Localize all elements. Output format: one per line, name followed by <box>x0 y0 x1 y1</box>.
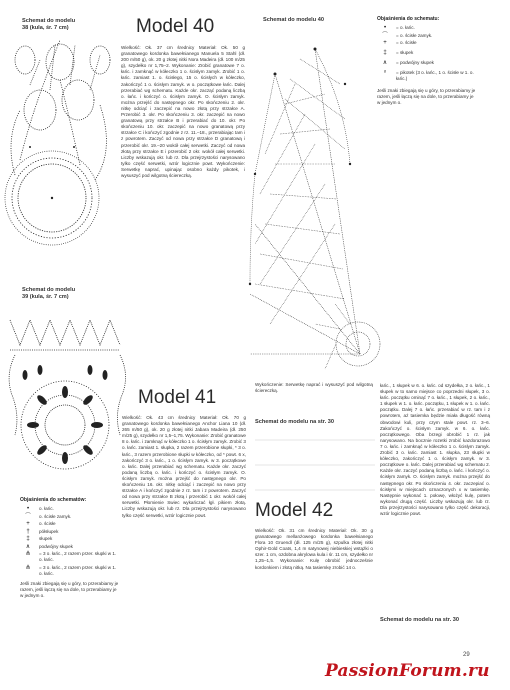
diagram-model-39 <box>0 300 135 495</box>
diagram-model-42 <box>255 430 375 500</box>
legend-item: ⋔ = 3 o. łańc., 2 razem przer. słupki w 1. o. łańc. <box>20 565 120 577</box>
watermark-brand: PassionForum.ru <box>325 661 490 681</box>
right-legend-title: Objaśnienia do schematu: <box>377 16 440 22</box>
model42-title: Model 42 <box>255 500 334 521</box>
diagram-model-40 <box>245 24 375 384</box>
model40-text: Wielkość: Ok. 37 cm średnicy Materiał: Ok. 50 g granatowego kordonka bawełnianego Manuela 5 Stahl (dł. 200 m/50 g), ok. 20 g złotej nitki Nora Madeira (dł. 100 m/25 g), szydełko nr 1,75–2. Wykonanie: Zrobić granatowe 7 o. łańc. i zamknąć w kółeczko 1 o. ścisłym zamyk. Zrobić 1 o. łańc. zamiast 1. o. ścisłego, 15 o. ścisłych w kółeczko, zakończyć 1 o. ścisłym zamyk. w o. początkowe łańc. Dalej przerabiać wg schematu. Każde okr. zacząć podaną liczbą o. łańc. i kończyć o. ścisłym zamyk. O. ścisłym zamyk. można przejść do następnego okr. Po skończeniu 2. okr. nitkę odciąć i zaczepić na nowo złotą przy strzałce A. Przerobić 3. okr. Po skończeniu 3. okr. zaczepić na nowo granatową przy strzałce B i przerabiać do 10. okr. Po skończeniu 10. okr. zaczepić na nowo granatową przy strzałce C i kończyć zgodnie z rz. 11.–18., przerabiając tam i z powrotem. Zaczyć od nowa przy strzałce D granatową i przerobić okr. 19.–20 wokół całej serwetki. Zaczyć od nowa złotą przy strzałce E i przerobić 2 okr. wokół całej serwetki. Liczby wskazują okr. lub rz. Dla przejrzystości narysowano tylko część serwetki, wzór logicznie powt. Wykończenie: Serwetkę naprać, upinając osobno każdy pikotek, i wysuszyć pod wilgotną ściereczką. <box>121 45 245 178</box>
legend-item: ⌒ o. ścisłe zamyk. <box>20 514 120 520</box>
schemat38-label: Schemat do modelu 38 (kula, śr. 7 cm) <box>22 18 76 31</box>
legend-item: ∧ podwójny słupek <box>20 544 120 550</box>
right-legend <box>377 16 477 106</box>
chain-stitch-icon: • <box>383 25 387 32</box>
left-legend <box>20 497 120 599</box>
double-crochet-icon: ‡ <box>26 536 30 543</box>
legend-item: + = o. ścisłe <box>377 40 477 46</box>
model41-title: Model 41 <box>138 387 217 408</box>
legend-item: ‡ słupek <box>20 536 120 542</box>
left-legend-title: Objaśnienia do schematów: <box>20 497 87 503</box>
slip-stitch-icon: ⌒ <box>381 32 388 39</box>
legend-item: ⋔ = 3 o. łańc., 2 razem przer. słupki w 1. o. łańc. <box>20 551 120 563</box>
schemat30-label-middle: Schemat do modelu na str. 30 <box>255 419 334 425</box>
wykonczenie-tail: Wykończenie: Serwetkę naprać i wysuszyć pod wilgotną ściereczką. <box>255 382 373 394</box>
col4-text: łańc., 1 słupek w 6. o. łańc. od szydełka, 2 o. łańc., 1 słupek w to samo miejsce co poprzedni słupek, 3 o. łańc. początku ominąć 7 o. łańc., 1 słupek, 2 o. łańc., 1 słupek w 1. o. łańc. początku, 1 słupek w 1. o. łańc. początku. Dalej 7 o. łańc. przerabiać w rz. tam i z powrotem, aż tasiemka będzie miała długość równą obwodowi kuli, przy czym stale powt. rz. 3–6. Zakończyć o. ścisłym zamyk. w 6. o. łańc. początkowego. Oba brzegi obrobić 1 rz. jak narysowano. Na bocznie rozetki zrobić kazdorazowo 7 o. łańc. i zamknąć w kółeczko 1 o. ścisłym zamyk. Zrobić 3 o. łańc. zamiast 1. słupka, 23 słupki w kółeczko, zakończyć 1 o. ścisłym zamyk. w 3. początkowe o. łańc. Dalej przerabiać wg schematu 2. Każde okr. zaczyć podaną liczbą o. łańc. i kończyć o. ścisłym zamyk. O. ścisłym zamyk. można przejść do następnego okr. Po skończeniu 4. okr. zaczepiać o. ścisłymi w miejscach oznaczonych x w tasiemkę. Następnie wykonać 1. połowę, włożyć kulę, potem wykonać drugą część. Liczby wskazują okr. lub rz. Dla przejrzystości narysowano tylko część dekoracji, wzór logicznie powt. <box>380 383 490 516</box>
cluster-icon: ⋔ <box>25 551 31 558</box>
chain-stitch-icon: • <box>26 506 30 513</box>
treble-crochet-icon: ∧ <box>382 60 388 67</box>
model41-text: Wielkość: Ok. 43 cm średnicy Materiał: Ok. 70 g granatowego kordonka bawełnianego Anchor Liana 10 (dł. 265 m/50 g), ok. 20 g złotej nitki Jabara Madeira (dł. 250 m/25 g), szydełko nr 1,5–1,75. Wykonanie: Zrobić granatowe 8 o. łańc. i zamknąć w kółeczko 1 o. ścisłym zamyk. Zrobić 3 o. łańc. zamiast 1. słupka, 2 razem przerobione słupki, * 3 o. łańc., 3 razem przerobione słupki w kółeczko, od * powt. 6 x, zakończyć 3 o. łańc., 1 o. ścisłym zamyk. w 3. początkowe o. łańc. Dalej przerabiać wg schematu. Każde okr. zaczyć podaną liczbą o. łańc. i kończyć o. ścisłym zamyk. O. ścisłym zamyk. można przejść do następnego okr. Po skończeniu 16. okr. nitkę odciąć i zaczepić na nowo przy strzałce A i kończyć zgodnie z rz. tam i z powrotem. Zaczyć od nowa przy strzałce B złotą i przerobić 1 okr. wokół całej serwetki. Płomienie Swiec wykańczać łgł. pikiem złotą. Liczby wskazują okr. lub rz. Dla przejrzystości narysowano tylko część serwetki, wzór logicznie powt. <box>122 415 246 518</box>
legend-item: • = o. łańc. <box>377 25 477 31</box>
schemat30-label-right: Schemat do modelu na str. 30 <box>380 617 459 623</box>
legend-item: ∧ = podwójny słupek <box>377 60 477 66</box>
legend-item: • o. łańc. <box>20 506 120 512</box>
half-double-icon: † <box>26 528 30 535</box>
slip-stitch-icon: ⌒ <box>24 513 31 520</box>
schemat39-label: Schemat do modelu 39 (kula, śr. 7 cm) <box>22 287 76 300</box>
single-crochet-icon: + <box>26 521 30 528</box>
cluster-icon: ⋔ <box>25 564 31 571</box>
double-crochet-icon: ‡ <box>383 50 387 57</box>
treble-crochet-icon: ∧ <box>25 543 31 550</box>
right-legend-footer: Jeśli znaki zbiegają się u góry, to przerabiamy je razem, jeśli łączą się na dole, to przerabiamy je w jednym o. <box>377 88 476 106</box>
model40-title: Model 40 <box>136 16 215 37</box>
diagram-model-38 <box>0 0 130 260</box>
legend-item: † półsłupek <box>20 529 120 535</box>
left-legend-footer: Jeśli znaki zbiegają się u góry, to przerabiamy je razem, jeśli łączą się na dole, to przerabiamy je w jednym o. <box>20 580 119 598</box>
legend-item: ᵒ = pikotek (3 o. łańc., 1 o. ścisłe w 1. o. łańc.) <box>377 70 477 82</box>
schemat40-label: Schemat do modelu 40 <box>263 17 324 23</box>
page-number: 29 <box>463 652 470 658</box>
single-crochet-icon: + <box>383 40 387 47</box>
legend-item: + o. ścisłe <box>20 521 120 527</box>
legend-item: ⌒ = o. ścisłe zamyk. <box>377 33 477 39</box>
model42-text: Wielkość: Ok. 31 cm średnicy Materiał: Ok. 30 g granatowego mellanżowego kordonka bawełnianego Flora 10 Gruendl (dł. 125 m/25 g), szpulka złotej nitki Ophir-Gold Coats, 1,4 m satynowej niebieskiej wstążki o szer. 1 cm, ozdobna akrylowa kula i śr. 11 cm, szydełko nr 1,25–1,5. Wykonanie: Kulę obrobić jednocześnie kordonkiem i złotą nitką. Na tasiemkę zrobić 14 o. <box>255 528 373 570</box>
legend-item: ‡ = słupek <box>377 50 477 56</box>
picot-icon: ᵒ <box>383 70 387 77</box>
